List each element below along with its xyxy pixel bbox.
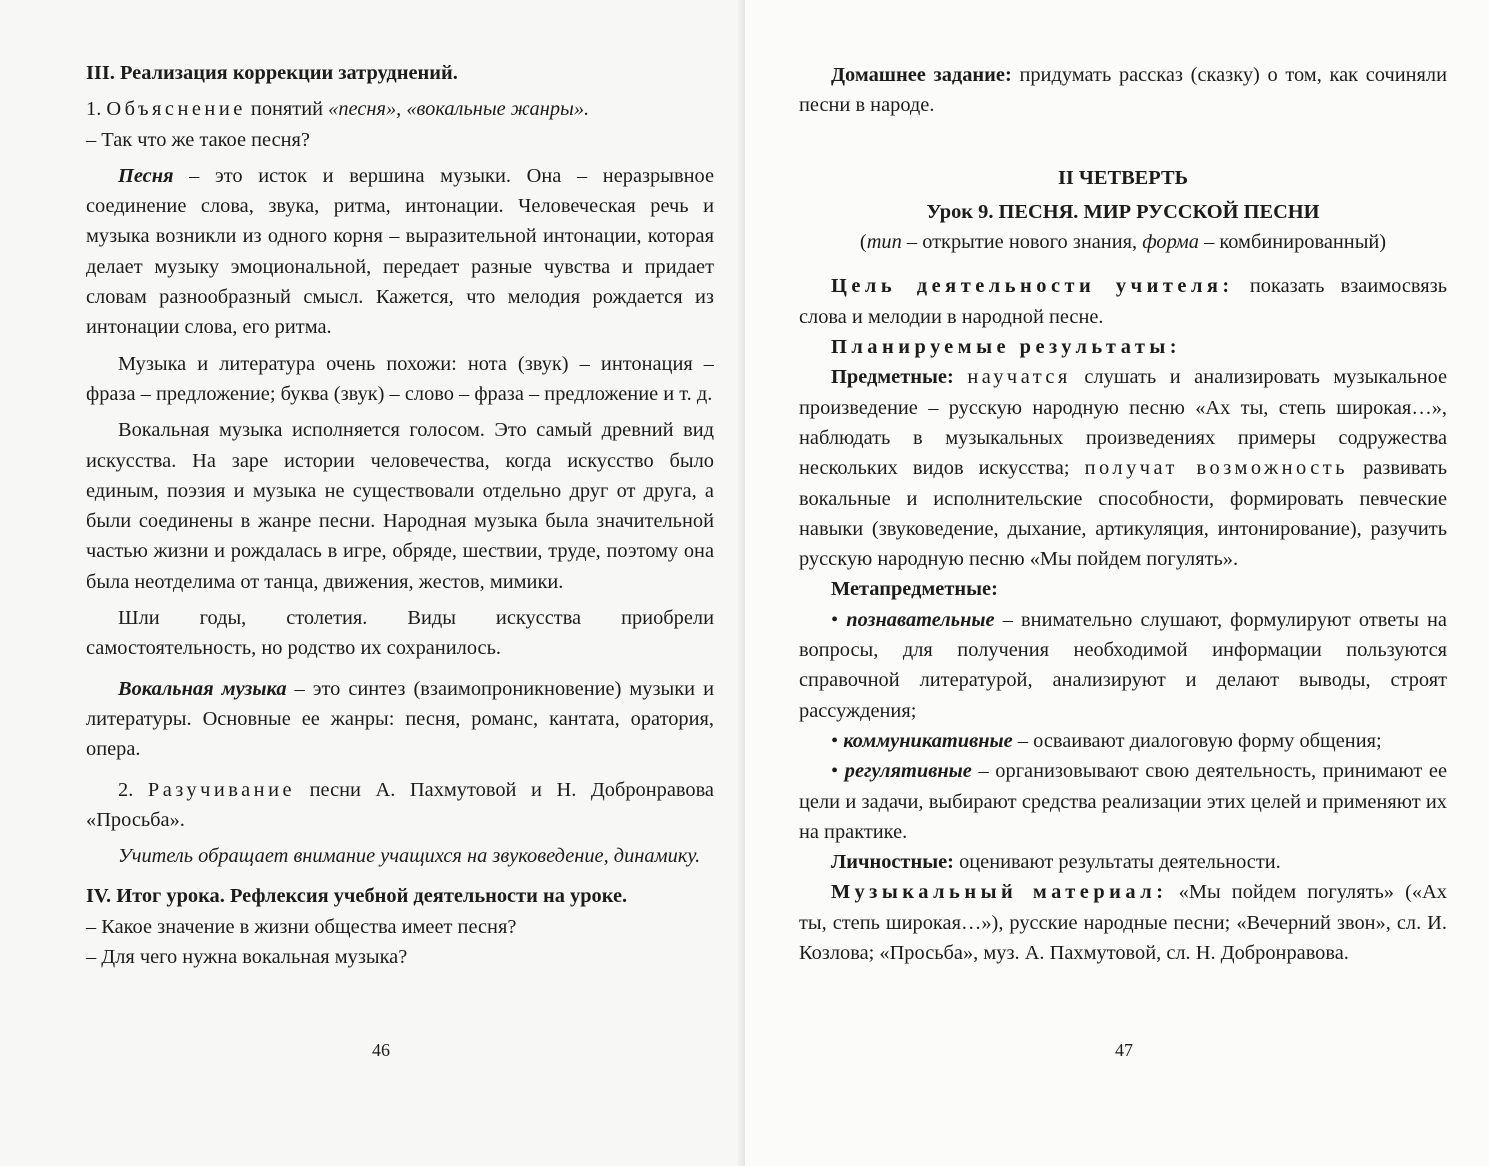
page-number: 46	[372, 1040, 390, 1060]
terms: «песня», «вокальные жанры».	[328, 98, 590, 121]
text: (	[859, 231, 867, 254]
paragraph	[86, 775, 714, 836]
section-heading	[86, 881, 714, 911]
text: научатся	[967, 366, 1071, 389]
text: придумать рассказ (сказку) о том, как сочиняли песни в народе.	[799, 64, 1447, 117]
item-number: 2.	[118, 778, 134, 801]
bullet: •	[831, 729, 839, 752]
text: оценивают результаты деятельности.	[953, 851, 1281, 874]
text: – осваивают диалоговую форму общения;	[1012, 729, 1382, 752]
paragraph	[86, 841, 714, 871]
material-label: Музыкальный материал:	[831, 881, 1168, 904]
paragraph	[86, 674, 714, 765]
music-material	[799, 877, 1447, 968]
bullet: •	[831, 608, 839, 631]
question: – Так что же такое песня?	[86, 128, 310, 151]
teacher-note: Учитель обращает внимание учащихся на звуковедение, динамику.	[118, 845, 701, 868]
text: понятий	[245, 98, 329, 121]
term-song: Песня	[118, 164, 174, 187]
bullet-cognitive	[799, 605, 1447, 726]
paragraph	[86, 161, 714, 343]
text: слушать и анализировать музыкальное произведение – русскую народную песню «Ах ты, степь широкая…», наблюдать в музыкальных произведениях примеры содружества нескольких видов искусства;	[799, 366, 1447, 480]
page-number: 47	[1115, 1040, 1133, 1060]
bullet-communicative	[799, 726, 1447, 756]
goal	[799, 271, 1447, 332]
bullet: •	[831, 760, 839, 783]
subject-results	[799, 362, 1447, 574]
paragraph	[86, 94, 714, 124]
text: – комбинированный)	[1198, 231, 1387, 254]
meta-heading: Метапредметные:	[831, 578, 998, 601]
left-page-text	[86, 58, 714, 972]
text: – это синтез (взаимопроникновение) музыки и литературы. Основные ее жанры: песня, романс, кантата, оратория, опера.	[86, 677, 714, 761]
paragraph: Вокальная музыка исполняется голосом. Это самый древний вид искусства. На заре истории человечества, когда искусство было единым, поэзия и музыка не существовали отдельно друг от друга, а были соединены в жанре песни. Народная музыка была значительной частью жизни и рождалась в игре, обряде, шествии, труде, поэтому она была неотделима от танца, движения, жестов, мимики.	[86, 419, 714, 593]
type-label: тип	[866, 231, 902, 254]
text: – открытие нового знания,	[901, 231, 1143, 254]
section-iii-title: III. Реализация коррекции затруднений.	[86, 62, 458, 84]
planned-results-heading: Планируемые результаты:	[831, 336, 1182, 359]
text: песни А. Пахмутовой и Н. Добронравова «Просьба».	[86, 778, 714, 831]
lesson-type	[799, 227, 1447, 257]
lesson-title: Урок 9. ПЕСНЯ. МИР РУССКОЙ ПЕСНИ	[926, 200, 1320, 223]
homework-label: Домашнее задание:	[831, 64, 1012, 86]
text: – организовывают свою деятельность, принимают ее цели и задачи, выбирают средства реализации этих целей и применяют их на практике.	[799, 760, 1448, 843]
question: – Какое значение в жизни общества имеет песня?	[86, 915, 517, 938]
right-page	[745, 0, 1489, 1166]
bullet-regulative	[799, 756, 1447, 847]
right-page-text	[799, 60, 1447, 968]
personal-label: Личностные:	[831, 851, 954, 874]
bullet-label: коммуникативные	[843, 729, 1013, 752]
question: – Для чего нужна вокальная музыка?	[86, 946, 408, 969]
paragraph: Музыка и литература очень похожи: нота (звук) – интонация – фраза – предложение; буква (звук) – слово – фраза – предложение и т. д.	[86, 352, 714, 405]
item-label: Объяснение	[106, 98, 246, 121]
text: показать взаимосвязь слова и мелодии в народной песне.	[799, 275, 1447, 328]
item-label: Разучивание	[147, 778, 296, 801]
goal-label: Цель деятельности учителя:	[831, 275, 1234, 298]
item-number: 1.	[86, 98, 102, 121]
paragraph: Шли годы, столетия. Виды искусства приобрели самостоятельность, но родство их сохранилось.	[86, 607, 714, 660]
quarter-heading: II ЧЕТВЕРТЬ	[1057, 166, 1189, 189]
text: – это исток и вершина музыки. Она – неразрывное соединение слова, звука, ритма, интонации. Человеческая речь и музыка возникли из одного корня – выразительной интонации, которая делает музыку эмоциональной, передает разные чувства и придает словам разнообразный смысл. Кажется, что мелодия рождается из интонации слова, его ритма.	[86, 164, 714, 339]
section-iv-title: IV. Итог урока. Рефлексия учебной деятельности на уроке.	[86, 885, 628, 908]
section-heading	[86, 58, 714, 88]
form-label: форма	[1142, 231, 1199, 254]
homework	[799, 60, 1447, 121]
text: получат возможность	[1084, 457, 1349, 480]
bullet-label: регулятивные	[844, 760, 972, 783]
text: развивать вокальные и исполнительские способности, формировать певческие навыки (звуковедение, дыхание, артикуляция, интонирование), разучить русскую народную песню «Мы пойдем погулять».	[799, 457, 1447, 571]
subject-label: Предметные:	[831, 366, 954, 389]
text: – внимательно слушают, формулируют ответы на вопросы, для получения необходимой информации пользуются справочной литературой, анализируют и делают выводы, строят рассуждения;	[799, 608, 1447, 722]
text: «Мы пойдем погулять» («Ах ты, степь широкая…»), русские народные песни; «Вечерний звон», сл. И. Козлова; «Просьба», муз. А. Пахмутовой, сл. Н. Добронравова.	[799, 881, 1447, 965]
term-vocal-music: Вокальная музыка	[118, 677, 287, 700]
personal-results	[799, 847, 1447, 877]
bullet-label: познавательные	[846, 608, 995, 631]
